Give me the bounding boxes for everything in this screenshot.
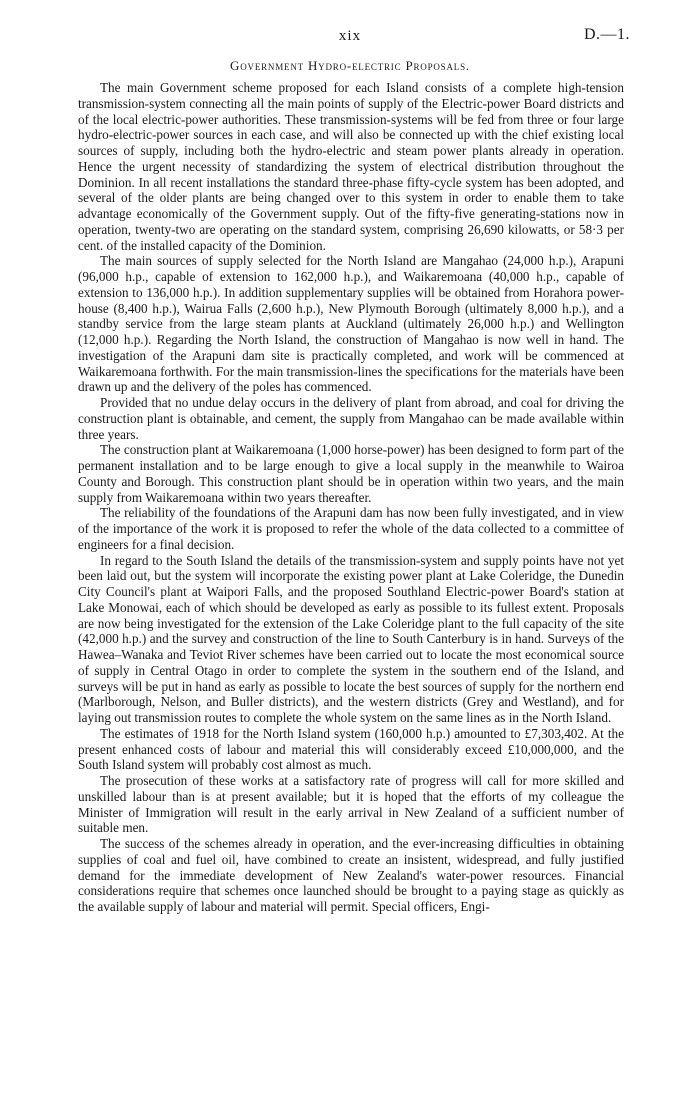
page-number: xix [338, 28, 362, 44]
paragraph: The estimates of 1918 for the North Island system (160,000 h.p.) amounted to £7,303,402. At the present enhanced costs of labour and material this will considerably exceed £10,000,000, and the South Island system will probably cost almost as much. [78, 725, 624, 773]
body-text [78, 80, 624, 915]
section-heading: Government Hydro-electric Proposals. [230, 58, 470, 73]
paragraph: The prosecution of these works at a satisfactory rate of progress will call for more skilled and unskilled labour than is at present available; but it is hoped that the efforts of my colleague the Minister of Immigration will result in the early arrival in New Zealand of a sufficient number of suitable men. [78, 773, 624, 836]
paragraph: The main sources of supply selected for the North Island are Mangahao (24,000 h.p.), Arapuni (96,000 h.p., capable of extension to 162,000 h.p.), and Waikaremoana (40,000 h.p., capable of extension to 136,000 h.p.). In addition supplementary supplies will be obtained from Horahora power-house (8,400 h.p.), Wairua Falls (2,600 h.p.), New Plymouth Borough (ultimately 8,000 h.p.), and a standby service from the large steam plants at Auckland (ultimately 26,000 h.p.) and Wellington (12,000 h.p.). Regarding the North Island, the construction of Mangahao is now well in hand. The investigation of the Arapuni dam site is practically completed, and work will be commenced at Waikaremoana forthwith. For the main transmission-lines the specifications for the materials have been drawn up and the delivery of the poles has commenced. [78, 253, 624, 395]
paragraph: In regard to the South Island the details of the transmission-system and supply points have not yet been laid out, but the system will incorporate the existing power plant at Lake Coleridge, the Dunedin City Council's plant at Waipori Falls, and the proposed Southland Electric-power Board's station at Lake Monowai, each of which should be developed as early as possible to its fullest extent. Proposals are now being investigated for the extension of the Lake Coleridge plant to the full capacity of the site (42,000 h.p.) and the survey and construction of the line to South Canterbury is in hand. Surveys of the Hawea–Wanaka and Teviot River schemes have been carried out to locate the most economical source of supply in Central Otago in order to complete the system in the southern end of the Island, and surveys will be put in hand as early as possible to locate the best sources of supply for the northern end (Marlborough, Nelson, and Buller districts), and the western districts (Grey and Westland), and for laying out transmission routes to complete the whole system on the same lines as in the North Island. [78, 552, 624, 725]
paragraph: The success of the schemes already in operation, and the ever-increasing difficulties in obtaining supplies of coal and fuel oil, have combined to create an insistent, widespread, and fully justified demand for the immediate development of New Zealand's water-power resources. Financial considerations require that schemes once launched should be brought to a paying stage as quickly as the available supply of labour and material will permit. Special officers, Engi- [78, 836, 624, 914]
document-reference: D.—1. [583, 26, 630, 43]
paragraph: Provided that no undue delay occurs in the delivery of plant from abroad, and coal for driving the construction plant is obtainable, and cement, the supply from Mangahao can be made available within three years. [78, 395, 624, 442]
paragraph: The construction plant at Waikaremoana (1,000 horse-power) has been designed to form part of the permanent installation and to be large enough to give a local supply in the meanwhile to Wairoa County and Borough. This construction plant should be in operation within two years, and the main supply from Waikaremoana within two years thereafter. [78, 442, 624, 505]
paragraph: The main Government scheme proposed for each Island consists of a complete high-tension transmission-system connecting all the main points of supply of the Electric-power Board districts and of the local electric-power authorities. These transmission-systems will be fed from three or four large hydro-electric-power sources in each case, and will also be connected up with the chief existing local sources of supply, including both the hydro-electric and steam power plants already in operation. Hence the urgent necessity of standardizing the system of electrical distribution throughout the Dominion. In all recent installations the standard three-phase fifty-cycle system has been adopted, and several of the older plants are being changed over to this system in order to enable them to take advantage economically of the Government supply. Out of the fifty-five generating-stations now in operation, twenty-two are operating on the standard system, comprising 26,690 kilowatts, or 58·3 per cent. of the installed capacity of the Dominion. [78, 80, 624, 253]
paragraph: The reliability of the foundations of the Arapuni dam has now been fully investigated, and in view of the importance of the work it is proposed to refer the whole of the data collected to a committee of engineers for a final decision. [78, 505, 624, 552]
